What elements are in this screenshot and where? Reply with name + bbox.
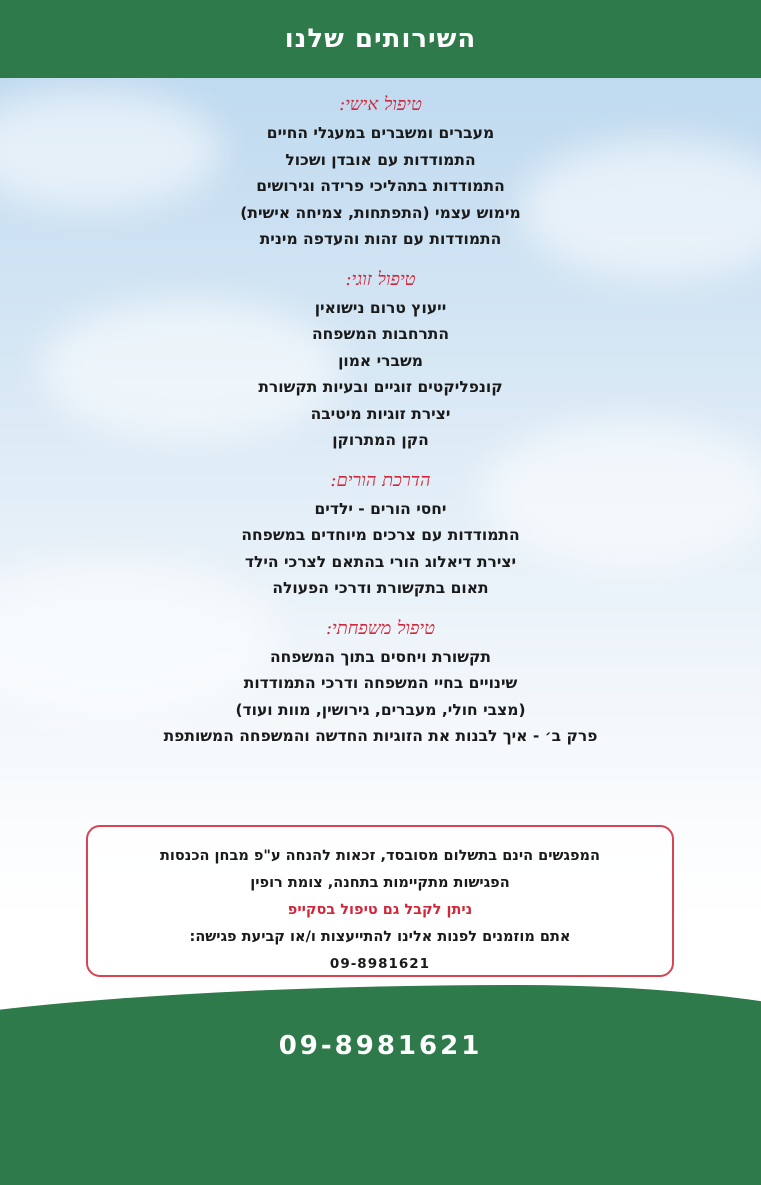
page-header: [0, 0, 761, 78]
footer-phone-number[interactable]: 09-8981621: [278, 1031, 483, 1061]
subsidy-note: המפגשים הינם בתשלום מסובסד, זכאות להנחה ע"פ מבחן הכנסות: [160, 848, 600, 864]
section-heading: טיפול אישי:: [339, 94, 422, 115]
list-item: יצירת דיאלוג הורי בהתאם לצרכי הילד: [244, 552, 517, 571]
section-heading: טיפול זוגי:: [345, 268, 416, 290]
contact-phone[interactable]: 09-8981621: [329, 956, 431, 972]
section-couples-therapy: [60, 267, 701, 454]
list-item: תקשורת ויחסים בתוך המשפחה: [269, 647, 492, 666]
contact-invite: אתם מוזמנים לפנות אלינו להתייעצות ו/או קביעת פגישה:: [189, 929, 571, 945]
list-item: משברי אמון: [338, 351, 423, 370]
list-item: (מצבי חולי, מעברים, גירושין, מוות ועוד): [235, 700, 526, 719]
skype-note: ניתן לקבל גם טיפול בסקייפ: [287, 902, 473, 918]
section-heading: הדרכת הורים:: [330, 469, 431, 491]
list-item: התמודדות עם אובדן ושכול: [285, 150, 476, 169]
list-item: התמודדות בתהליכי פרידה וגירושים: [256, 177, 505, 195]
list-item: יחסי הורים - ילדים: [314, 499, 447, 518]
list-item: מעברים ומשברים במעגלי החיים: [266, 124, 495, 142]
list-item: התמודדות עם צרכים מיוחדים במשפחה: [241, 526, 520, 544]
list-item: קונפליקטים זוגיים ובעיות תקשורת: [258, 378, 503, 396]
list-item: התרחבות המשפחה: [311, 325, 450, 343]
section-family-therapy: [60, 616, 701, 750]
list-item: מימוש עצמי (התפתחות, צמיחה אישית): [240, 203, 521, 222]
list-item: יצירת זוגיות מיטיבה: [310, 404, 451, 423]
section-heading: טיפול משפחתי:: [325, 617, 436, 639]
location-note: הפגישות מתקיימות בתחנה, צומת רופין: [250, 875, 510, 891]
page-title: השירותים שלנו: [284, 24, 477, 54]
list-item: שינויים בחיי המשפחה ודרכי התמודדות: [243, 674, 518, 692]
section-parent-guidance: [60, 468, 701, 602]
list-item: הקן המתרוקן: [332, 431, 429, 449]
list-item: תאום בתקשורת ודרכי הפעולה: [272, 579, 489, 597]
list-item: ייעוץ טרום נישואין: [314, 298, 447, 317]
list-item: התמודדות עם זהות והעדפה מינית: [259, 230, 502, 248]
section-personal-therapy: [60, 92, 701, 253]
services-list: [60, 92, 701, 764]
info-box: [86, 825, 674, 977]
page-footer: [0, 1012, 761, 1080]
list-item: פרק ב׳ - איך לבנות את הזוגיות החדשה והמשפחה המשותפת: [163, 727, 598, 745]
